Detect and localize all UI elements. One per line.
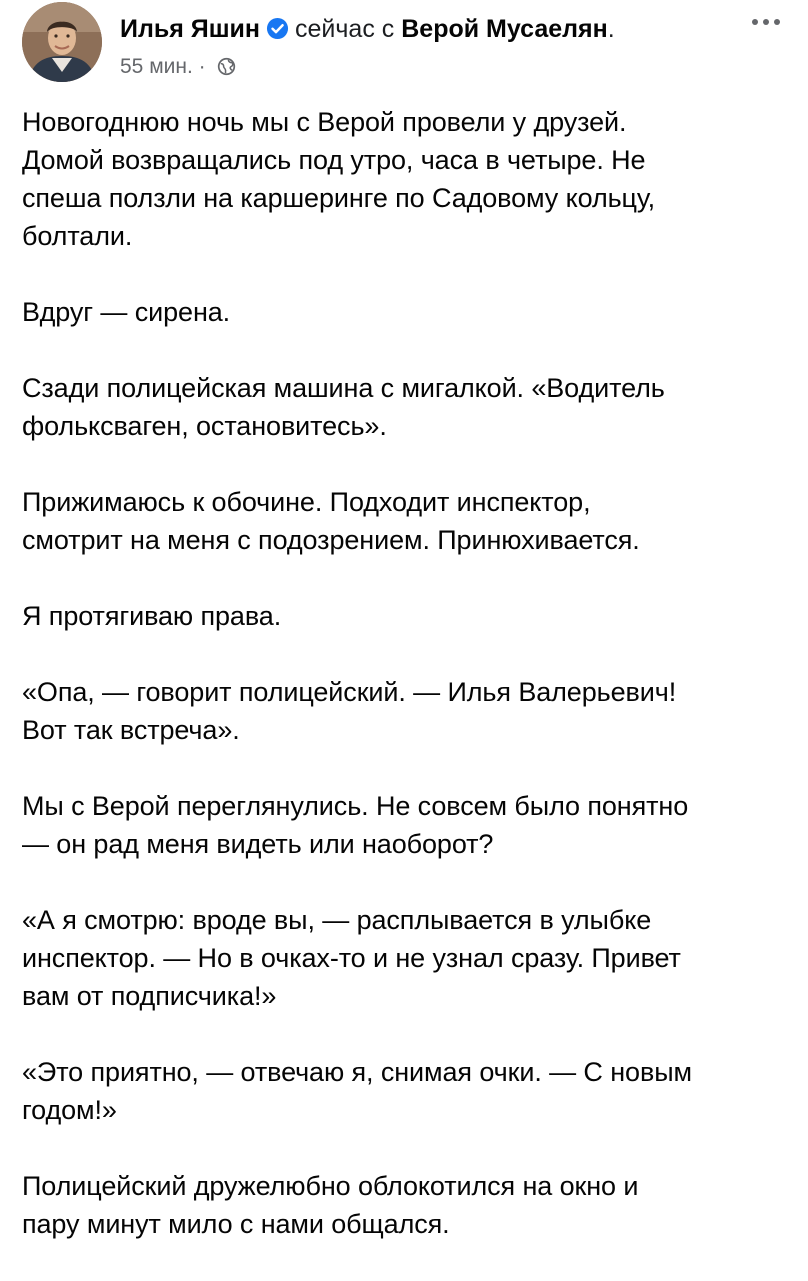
post-paragraph: Мы с Верой переглянулись. Не совсем было понятно — он рад меня видеть или наоборот? <box>22 791 689 859</box>
meta-separator: · <box>198 55 206 78</box>
post-text <box>22 103 792 1281</box>
author-name[interactable]: Илья Яшин <box>120 15 261 43</box>
with-text: сейчас с <box>295 15 395 43</box>
post-paragraph: Новогоднюю ночь мы с Верой провели у друзей. Домой возвращались под утро, часа в четыре. Не спеша ползли на каршеринге по Садовому кольцу, болтали. <box>22 107 656 251</box>
tagged-person-name[interactable]: Верой Мусаелян <box>401 15 608 43</box>
avatar-photo-icon <box>22 2 102 82</box>
tagged-suffix: . <box>607 15 615 43</box>
author-line <box>120 14 615 44</box>
post-paragraph: Я протягиваю права. <box>22 601 282 631</box>
post-time[interactable]: 55 мин. <box>120 55 193 78</box>
post-header <box>0 0 808 90</box>
more-options-icon[interactable] <box>744 8 788 36</box>
globe-icon[interactable] <box>217 57 236 76</box>
avatar[interactable] <box>22 2 102 82</box>
post-meta <box>120 54 236 80</box>
post-paragraph: Прижимаюсь к обочине. Подходит инспектор, смотрит на меня с подозрением. Принюхивается. <box>22 487 640 555</box>
verified-badge-icon <box>266 17 289 40</box>
post-paragraph: «Опа, — говорит полицейский. — Илья Валерьевич! Вот так встреча». <box>22 677 677 745</box>
post-paragraph: «Это приятно, — отвечаю я, снимая очки. — С новым годом!» <box>22 1057 692 1125</box>
post-paragraph: Полицейский дружелюбно облокотился на окно и пару минут мило с нами общался. <box>22 1171 639 1239</box>
post-paragraph: «А я смотрю: вроде вы, — расплывается в улыбке инспектор. — Но в очках-то и не узнал сразу. Привет вам от подписчика!» <box>22 905 681 1011</box>
post-paragraph: Вдруг — сирена. <box>22 297 231 327</box>
post-paragraph: Сзади полицейская машина с мигалкой. «Водитель фольксваген, остановитесь». <box>22 373 665 441</box>
